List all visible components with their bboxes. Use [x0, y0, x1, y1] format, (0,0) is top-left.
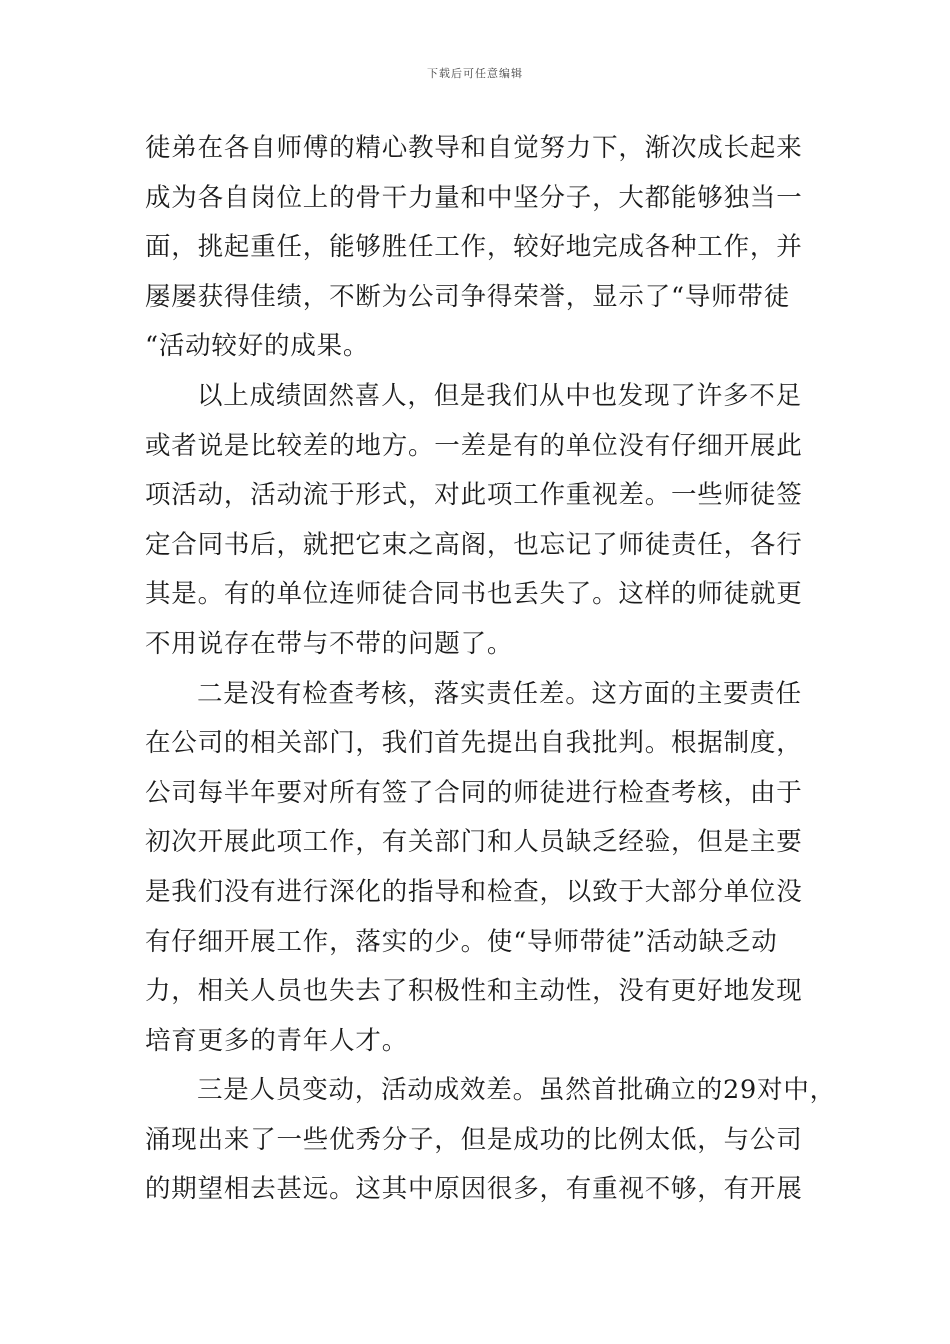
text-line: 的期望相去甚远。这其中原因很多，有重视不够，有开展	[145, 1174, 803, 1205]
text-line: 徒弟在各自师傅的精心教导和自觉努力下，渐次成长起来	[145, 133, 803, 163]
paragraph-start-line: 二是没有检查考核，落实责任差。这方面的主要责任	[197, 678, 802, 709]
text-line: 是我们没有进行深化的指导和检查，以致于大部分单位没	[145, 876, 803, 907]
text-line: 定合同书后，就把它束之高阁，也忘记了师徒责任，各行	[145, 529, 803, 560]
text-line: “活动较好的成果。	[145, 331, 370, 362]
text-line: 屡屡获得佳绩，不断为公司争得荣誉，显示了“导师带徒	[145, 281, 791, 312]
text-line: 其是。有的单位连师徒合同书也丢失了。这样的师徒就更	[145, 579, 803, 610]
text-line: 面，挑起重任，能够胜任工作，较好地完成各种工作，并	[145, 232, 803, 263]
text-line: 成为各自岗位上的骨干力量和中坚分子，大都能够独当一	[145, 182, 803, 213]
text-line: 有仔细开展工作，落实的少。使“导师带徒”活动缺乏动	[145, 926, 778, 957]
text-line: 力，相关人员也失去了积极性和主动性，没有更好地发现	[145, 976, 803, 1007]
paragraph-start-line: 以上成绩固然喜人，但是我们从中也发现了许多不足	[197, 380, 802, 411]
header-note: 下载后可任意编辑	[427, 67, 523, 80]
text-line: 培育更多的青年人才。	[145, 1025, 409, 1056]
text-line: 公司每半年要对所有签了合同的师徒进行检查考核，由于	[145, 777, 803, 808]
text-line: 初次开展此项工作，有关部门和人员缺乏经验，但是主要	[145, 827, 803, 858]
text-line: 在公司的相关部门，我们首先提出自我批判。根据制度，	[145, 728, 803, 759]
text-line: 涌现出来了一些优秀分子，但是成功的比例太低，与公司	[145, 1124, 803, 1155]
document-body	[145, 124, 836, 1215]
text-line: 或者说是比较差的地方。一差是有的单位没有仔细开展此	[145, 430, 803, 461]
text-line: 项活动，活动流于形式，对此项工作重视差。一些师徒签	[145, 480, 803, 511]
paragraph-start-line: 三是人员变动，活动成效差。虽然首批确立的29对中，	[197, 1075, 836, 1106]
text-line: 不用说存在带与不带的问题了。	[145, 628, 514, 659]
